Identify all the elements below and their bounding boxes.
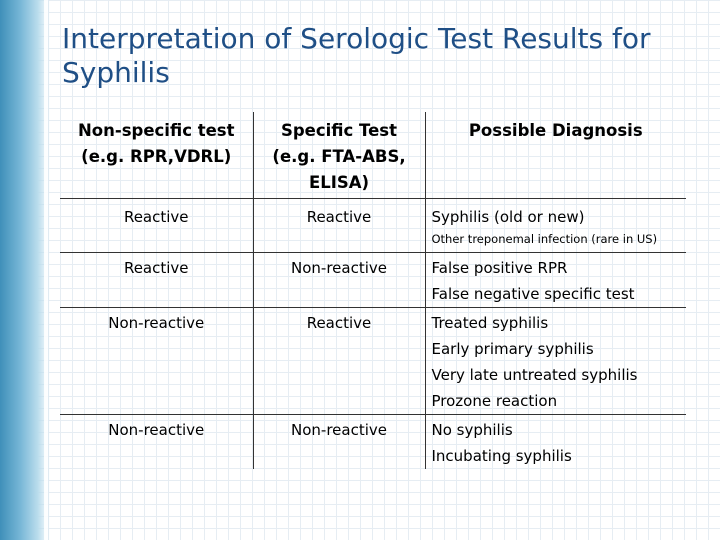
possible-diagnosis: Syphilis (old or new) Other treponemal infection (rare in US) [425, 199, 686, 253]
specific-result: Reactive [253, 199, 425, 253]
diagnosis-note: Other treponemal infection (rare in US) [431, 232, 658, 246]
specific-result: Non-reactive [253, 253, 425, 308]
header-specific-test: Specific Test (e.g. FTA-ABS, ELISA) [253, 112, 425, 199]
header-possible-diagnosis: Possible Diagnosis [425, 112, 686, 199]
nonspecific-result: Non-reactive [60, 308, 253, 415]
possible-diagnosis: Treated syphilis Early primary syphilis Very late untreated syphilis Prozone reaction [425, 308, 686, 415]
table-row [60, 253, 686, 308]
table-row [60, 199, 686, 253]
nonspecific-result: Reactive [60, 199, 253, 253]
slide-title: Interpretation of Serologic Test Results for Syphilis [62, 22, 651, 89]
possible-diagnosis: No syphilis Incubating syphilis [431, 421, 572, 465]
specific-result: Reactive [253, 308, 425, 415]
table-row [60, 415, 686, 470]
nonspecific-result: Reactive [60, 253, 253, 308]
table-row [60, 308, 686, 415]
serology-table [60, 112, 686, 469]
possible-diagnosis: False positive RPR False negative specific test [425, 253, 686, 308]
decorative-side-bar [0, 0, 50, 540]
specific-result: Non-reactive [253, 415, 425, 470]
nonspecific-result: Non-reactive [60, 415, 253, 470]
header-nonspecific-test: Non-specific test (e.g. RPR,VDRL) [60, 112, 253, 199]
header-row [60, 112, 686, 199]
